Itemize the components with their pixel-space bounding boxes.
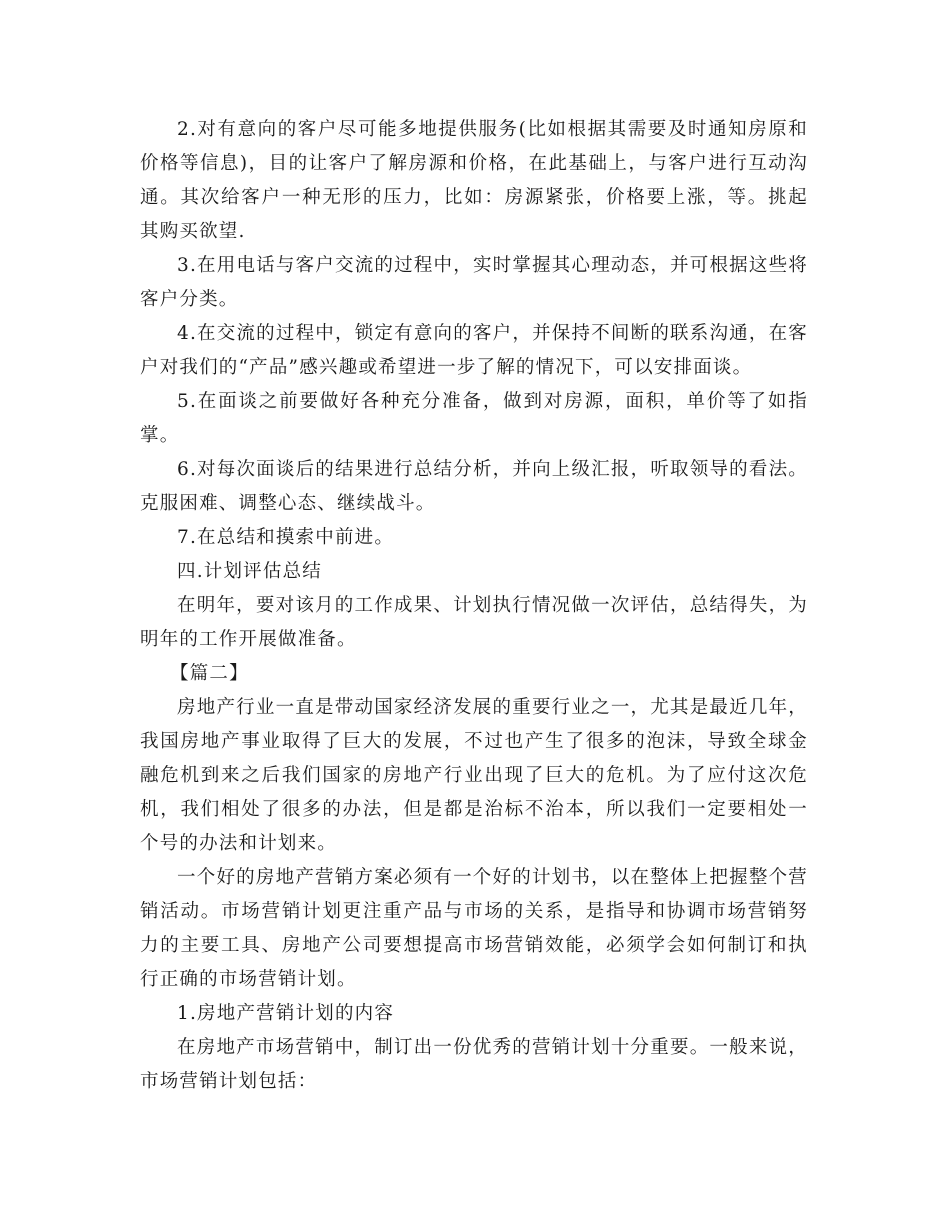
paragraph-industry-intro: 房地产行业一直是带动国家经济发展的重要行业之一，尤其是最近几年，我国房地产事业取得了巨大的发展，不过也产生了很多的泡沫，导致全球金融危机到来之后我们国家的房地产行业出现了巨大的危机。为了应付这次危机，我们相处了很多的办法，但是都是治标不治本，所以我们一定要相处一个号的办法和计划来。 — [140, 697, 808, 854]
subheading-plan-contents: 1.房地产营销计划的内容 — [177, 1003, 395, 1024]
paragraph-marketing-plan: 一个好的房地产营销方案必须有一个好的计划书，以在整体上把握整个营销活动。市场营销计划更注重产品与市场的关系，是指导和协调市场营销努力的主要工具、房地产公司要想提高市场营销效能，必须学会如何制订和执行正确的市场营销计划。 — [140, 867, 808, 990]
paragraph-item-3: 3.在用电话与客户交流的过程中，实时掌握其心理动态，并可根据这些将客户分类。 — [140, 255, 808, 310]
section-heading-plan-evaluation: 四.计划评估总结 — [177, 561, 322, 582]
paragraph-item-7: 7.在总结和摸索中前进。 — [177, 527, 395, 548]
section-heading-part-two: 【篇二】 — [170, 663, 249, 684]
document-body — [140, 113, 808, 1099]
paragraph-item-2: 2.对有意向的客户尽可能多地提供服务(比如根据其需要及时通知房原和价格等信息)，目的让客户了解房源和价格，在此基础上，与客户进行互动沟通。其次给客户一种无形的压力，比如：房源紧张，价格要上涨，等。挑起其购买欲望. — [140, 119, 808, 242]
paragraph-item-4: 4.在交流的过程中，锁定有意向的客户，并保持不间断的联系沟通，在客户对我们的“产品”感兴趣或希望进一步了解的情况下，可以安排面谈。 — [140, 323, 808, 378]
paragraph-item-6: 6.对每次面谈后的结果进行总结分析，并向上级汇报，听取领导的看法。克服困难、调整心态、继续战斗。 — [140, 459, 808, 514]
paragraph-item-5: 5.在面谈之前要做好各种充分准备，做到对房源，面积，单价等了如指掌。 — [140, 391, 808, 446]
paragraph-plan-includes: 在房地产市场营销中，制订出一份优秀的营销计划十分重要。一般来说，市场营销计划包括： — [140, 1037, 808, 1092]
paragraph-evaluation: 在明年，要对该月的工作成果、计划执行情况做一次评估，总结得失，为明年的工作开展做准备。 — [140, 595, 808, 650]
